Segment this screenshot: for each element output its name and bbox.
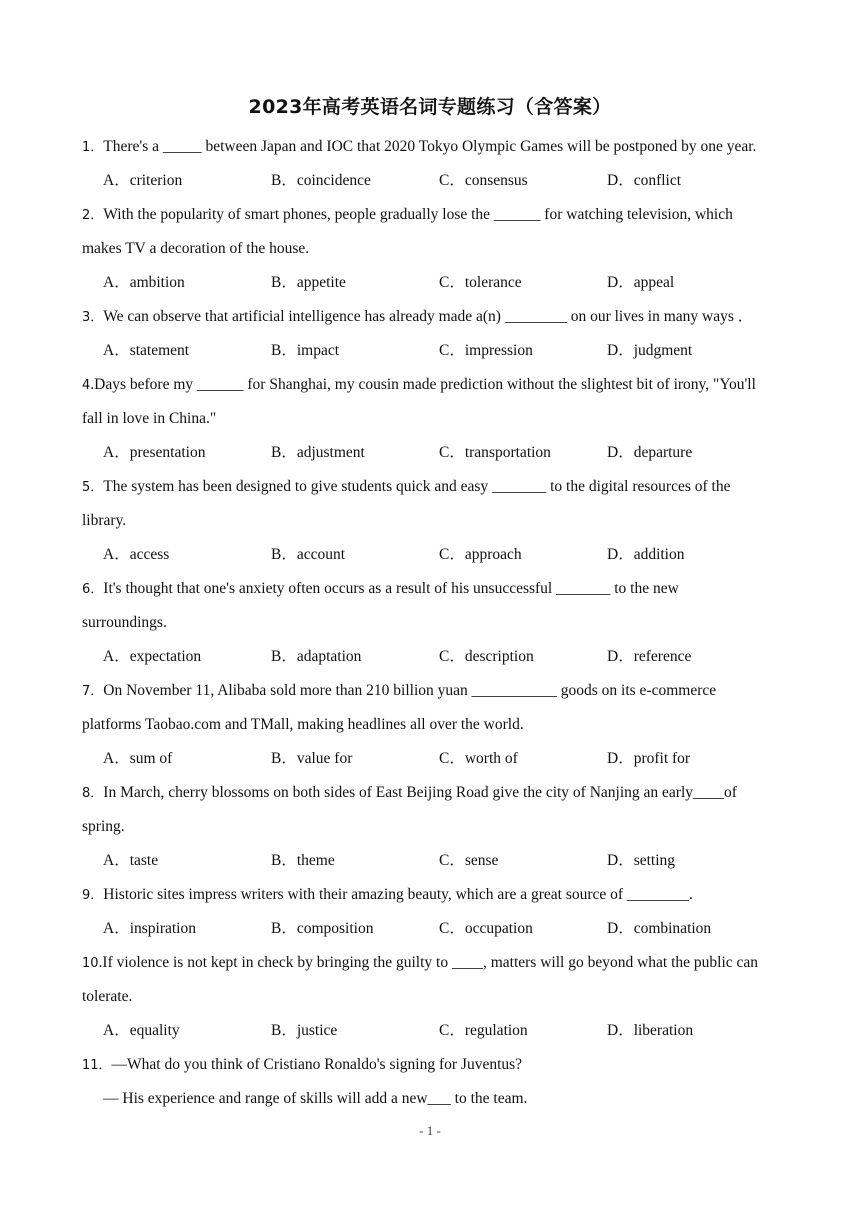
question-text-line	[82, 130, 782, 164]
page-title: 2023年高考英语名词专题练习（含答案）	[248, 96, 612, 118]
question-5	[82, 470, 782, 572]
question-text: fall in love in China."	[82, 410, 217, 427]
question-text: We can observe that artificial intelligence has already made a(n) ________ on our lives in many ways ．	[103, 308, 754, 325]
answer-option: B．account	[271, 546, 346, 563]
question-number: 4	[82, 378, 91, 393]
question-text: It's thought that one's anxiety often occurs as a result of his unsuccessful _______ to the new	[103, 580, 679, 597]
answer-option: D．judgment	[607, 342, 693, 359]
page-number: - 1 -	[419, 1123, 441, 1138]
answer-option: D．setting	[607, 852, 676, 869]
answer-option: B．adaptation	[271, 648, 362, 665]
question-1	[82, 130, 782, 198]
question-text: Historic sites impress writers with their amazing beauty, which are a great source of ________.	[103, 886, 693, 903]
question-list	[82, 130, 782, 1116]
question-text-line	[82, 878, 782, 912]
question-number: 6．	[82, 582, 104, 597]
question-7	[82, 674, 782, 776]
question-text: .If violence is not kept in check by bringing the guilty to ____, matters will go beyond what the public can	[98, 954, 759, 971]
question-number: 9．	[82, 888, 104, 903]
answer-option: D．departure	[607, 444, 693, 461]
answer-options	[82, 640, 782, 674]
answer-option: C．description	[439, 648, 534, 665]
question-text: .Days before my ______ for Shanghai, my cousin made prediction without the slightest bit of irony, "You'll	[90, 376, 756, 393]
question-number: 5．	[82, 480, 104, 495]
question-number: 2．	[82, 208, 104, 223]
answer-option: A．presentation	[103, 444, 206, 461]
question-number: 3．	[82, 310, 104, 325]
answer-options	[82, 266, 782, 300]
question-text-line	[82, 810, 782, 844]
dialogue-response: — His experience and range of skills will add a new___ to the team.	[103, 1090, 528, 1107]
question-text-line	[82, 1048, 782, 1082]
question-3	[82, 300, 782, 368]
answer-option: D．appeal	[607, 274, 675, 291]
question-number: 7．	[82, 684, 104, 699]
answer-option: A．criterion	[103, 172, 183, 189]
question-text-line	[82, 232, 782, 266]
question-number: 10	[82, 956, 99, 971]
question-text-line	[82, 470, 782, 504]
question-text: The system has been designed to give students quick and easy _______ to the digital resources of the	[103, 478, 731, 495]
answer-option: B．appetite	[271, 274, 346, 291]
question-text: In March, cherry blossoms on both sides of East Beijing Road give the city of Nanjing an early____of	[103, 784, 737, 801]
question-number: 8．	[82, 786, 104, 801]
answer-option: A．access	[103, 546, 170, 563]
answer-option: A．taste	[103, 852, 159, 869]
question-11	[82, 1048, 782, 1116]
question-text-line	[82, 572, 782, 606]
question-text: There's a _____ between Japan and IOC that 2020 Tokyo Olympic Games will be postponed by one year.	[103, 138, 757, 155]
answer-options	[82, 1014, 782, 1048]
question-text-line	[82, 198, 782, 232]
answer-option: B．coincidence	[271, 172, 371, 189]
answer-option: C．consensus	[439, 172, 528, 189]
answer-options	[82, 164, 782, 198]
answer-option: B．justice	[271, 1022, 338, 1039]
question-text-line	[82, 776, 782, 810]
answer-option: C．worth of	[439, 750, 518, 767]
question-10	[82, 946, 782, 1048]
answer-options	[82, 436, 782, 470]
question-6	[82, 572, 782, 674]
answer-option: C．regulation	[439, 1022, 528, 1039]
question-text-line	[82, 674, 782, 708]
question-text: makes TV a decoration of the house.	[82, 240, 310, 257]
answer-options	[82, 538, 782, 572]
question-text-line	[82, 606, 782, 640]
answer-option: D．reference	[607, 648, 692, 665]
question-text: spring.	[82, 818, 125, 835]
answer-option: A．statement	[103, 342, 190, 359]
question-text: tolerate.	[82, 988, 133, 1005]
answer-option: B．value for	[271, 750, 353, 767]
answer-options	[82, 844, 782, 878]
question-text-line	[82, 402, 782, 436]
answer-option: C．impression	[439, 342, 533, 359]
answer-option: D．combination	[607, 920, 712, 937]
question-text-line	[82, 368, 782, 402]
question-text-line	[82, 504, 782, 538]
question-text: On November 11, Alibaba sold more than 210 billion yuan ___________ goods on its e-commerce	[103, 682, 717, 699]
answer-option: D．conflict	[607, 172, 682, 189]
question-text-line	[82, 300, 782, 334]
answer-options	[82, 912, 782, 946]
answer-option: A．ambition	[103, 274, 185, 291]
answer-option: A．inspiration	[103, 920, 196, 937]
answer-option: C．occupation	[439, 920, 533, 937]
answer-option: D．liberation	[607, 1022, 694, 1039]
question-number: 1．	[82, 140, 104, 155]
question-4	[82, 368, 782, 470]
question-text: —What do you think of Cristiano Ronaldo's signing for Juventus?	[111, 1056, 523, 1073]
answer-option: C．approach	[439, 546, 522, 563]
question-2	[82, 198, 782, 300]
answer-option: A．expectation	[103, 648, 202, 665]
question-text: platforms Taobao.com and TMall, making headlines all over the world.	[82, 716, 524, 733]
answer-option: B．adjustment	[271, 444, 365, 461]
question-text: With the popularity of smart phones, people gradually lose the ______ for watching television, which	[103, 206, 733, 223]
question-text-line	[82, 708, 782, 742]
question-text: library.	[82, 512, 127, 529]
answer-option: D．profit for	[607, 750, 691, 767]
question-text-line	[82, 980, 782, 1014]
answer-options	[82, 334, 782, 368]
answer-options	[82, 742, 782, 776]
answer-option: C．transportation	[439, 444, 551, 461]
answer-option: C．sense	[439, 852, 499, 869]
question-9	[82, 878, 782, 946]
question-8	[82, 776, 782, 878]
question-text-line	[82, 946, 782, 980]
answer-option: B．impact	[271, 342, 340, 359]
answer-option: D．addition	[607, 546, 685, 563]
answer-option: B．composition	[271, 920, 374, 937]
answer-option: A．sum of	[103, 750, 173, 767]
question-number: 11．	[82, 1058, 112, 1073]
answer-option: C．tolerance	[439, 274, 522, 291]
question-text: surroundings.	[82, 614, 167, 631]
answer-option: B．theme	[271, 852, 335, 869]
answer-option: A．equality	[103, 1022, 180, 1039]
